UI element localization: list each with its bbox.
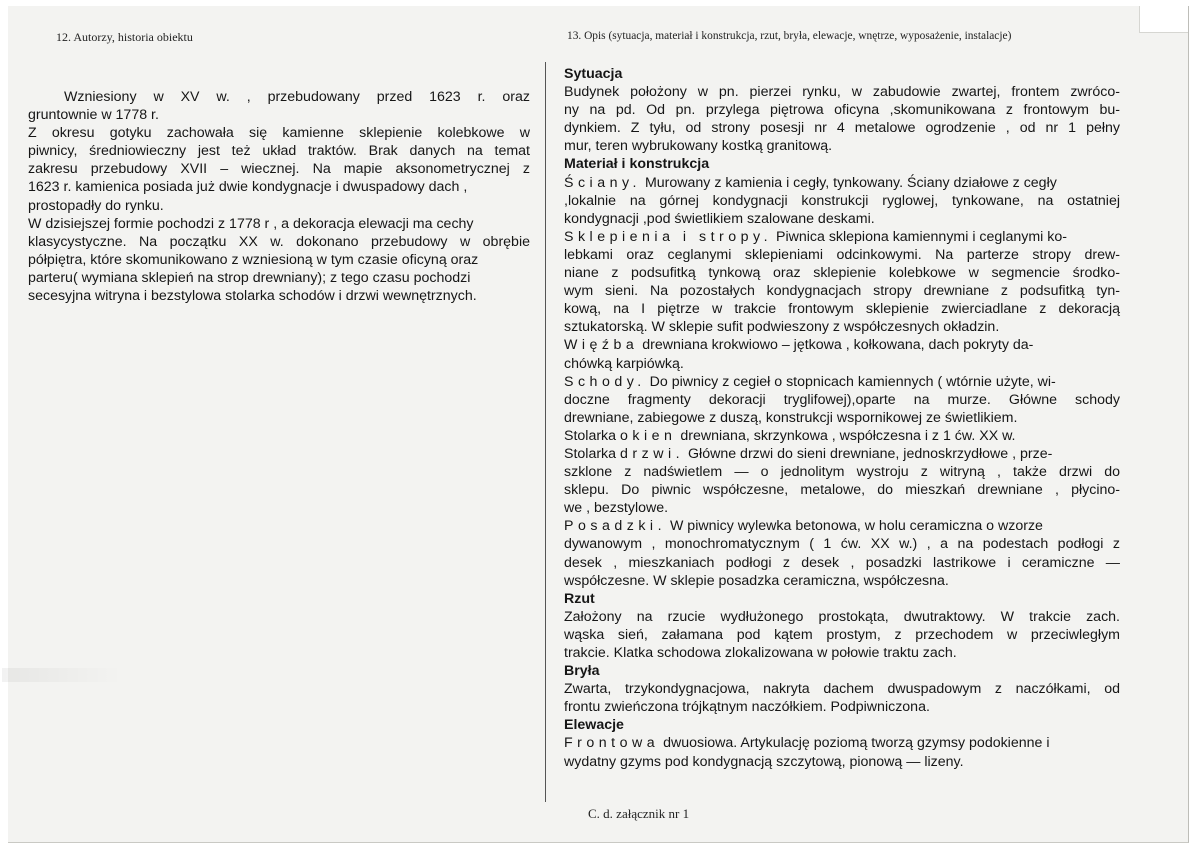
history-line: klasycystyczne. Na początku XX w. dokonano przebudowy w obrębie [28, 233, 530, 250]
history-column [28, 88, 530, 305]
schody-line: drewniane, zabiegowe z duszą, konstrukcji wspornikowej ze świetlikiem. [564, 409, 1018, 426]
elewacje-line: wydatny gzyms pod kondygnacją szczytową, pionową — lizeny. [564, 753, 964, 770]
schody-text: Do piwnicy z cegieł o stopnicach kamiennych ( wtórnie użyte, wi- [649, 373, 1056, 390]
drzwi-line: sklepu. Do piwnic współczesne, metalowe, do mieszkań drewniane , płycino- [564, 482, 1120, 499]
schody-line [564, 373, 1120, 391]
drzwi-text: Główne drzwi do sieni drewniane, jednoskrzydłowe , prze- [688, 445, 1053, 462]
wiezba-line [564, 336, 1120, 354]
wiezba-text: drewniana krokwiowo – jętkowa , kołkowana, dach pokryty da- [642, 337, 1034, 354]
sklepienia-line: sztukatorską. W sklepie sufit podwieszony z współczesnych okładzin. [564, 319, 1000, 336]
okien-prefix: Stolarka [564, 427, 617, 444]
sklepienia-line: kową, na I piętrze w trakcie frontowym sklepienie zwierciadlane z dekoracją [564, 301, 1120, 318]
description-column [564, 65, 1120, 771]
header-right: 13. Opis (sytuacja, materiał i konstrukcja, rzut, bryła, elewacje, wnętrze, wyposażenie, instalacje) [567, 30, 1012, 42]
footer-note: C. d. załącznik nr 1 [588, 806, 690, 821]
posadzki-line: współczesne. W sklepie posadzka ceramiczna, współczesna. [564, 572, 949, 589]
sciany-line [564, 174, 1120, 192]
history-line: Z okresu gotyku zachowała się kamienne sklepienie kolebkowe w [28, 125, 530, 142]
sytuacja-line: ny na pd. Od pn. przylega piętrowa oficyna ,skomunikowana z frontowym bu- [564, 102, 1120, 119]
section-heading-bryla: Bryła [564, 663, 600, 680]
sciany-line: kondygnacji ,pod świetlikiem szalowane deskami. [564, 210, 875, 227]
drzwi-line: we , bezstylowe. [564, 500, 669, 517]
sklepienia-line: niane z podsufitką tynkową oraz sklepienie kolebkowe w segmencie środko- [564, 265, 1120, 282]
page-corner [1139, 6, 1188, 33]
section-heading-elewacje: Elewacje [564, 717, 624, 734]
sklepienia-line [564, 228, 1120, 246]
sciany-text: Murowany z kamienia i cegły, tynkowany. Ściany działowe z cegły [644, 174, 1057, 191]
sytuacja-line: mur, teren wybrukowany kostką granitową. [564, 138, 833, 155]
posadzki-label: Posadzki. [564, 518, 667, 535]
sytuacja-line: dynkiem. Z tyłu, od strony posesji nr 4 metalowe ogrodzenie , od nr 1 pełny [564, 120, 1120, 137]
sciany-line: ,lokalnie na górnej kondygnacji konstrukcji ryglowej, tynkowane, na ostatniej [564, 192, 1120, 209]
okien-text: drewniana, skrzynkowa , współczesna i z 1 ćw. XX w. [680, 427, 1016, 444]
schody-line: doczne fragmenty dekoracji tryglifowej),oparte na murze. Główne schody [564, 391, 1120, 408]
rzut-line: wąska sień, załamana pod kątem prostym, z przechodem w przeciwległym [564, 626, 1120, 643]
history-line: piwnicy, średniowieczny jest też układ traktów. Brak danych na temat [28, 143, 530, 160]
sklepienia-line: wym sieni. Na pozostałych kondygnacjach stropy drewniane z podsufitką tyn- [564, 283, 1120, 300]
sklepienia-text: Piwnica sklepiona kamiennymi i ceglanymi ko- [775, 228, 1067, 245]
drzwi-label: drzwi. [620, 445, 685, 462]
history-line: gruntownie w 1778 r. [28, 107, 159, 124]
bryla-line: Zwarta, trzykondygnacjowa, nakryta dachem dwuspadowym z naczółkami, od [564, 681, 1120, 698]
history-line: półpiętra, które skomunikowano z wzniesioną w tym czasie oficyną oraz [28, 251, 479, 268]
sytuacja-line: Budynek położony w pn. pierzei rynku, w zabudowie zwartej, frontem zwróco- [564, 84, 1120, 101]
okien-label: okien [620, 427, 677, 444]
sciany-label: Ściany. [564, 174, 641, 191]
history-line: W dzisiejszej formie pochodzi z 1778 r , a dekoracja elewacji ma cechy [28, 215, 474, 232]
elewacje-line [564, 734, 1120, 752]
scan-smudge [2, 668, 122, 682]
frontowa-label: Frontowa [564, 735, 660, 752]
sklepienia-label: Sklepienia i stropy. [564, 228, 773, 245]
okien-line [564, 427, 1120, 445]
section-heading-material: Materiał i konstrukcja [564, 156, 710, 173]
schody-label: Schody. [564, 373, 646, 390]
column-divider [545, 62, 546, 802]
wiezba-label: Więźba [564, 337, 639, 354]
bryla-line: frontu zwieńczona trójkątnym naczółkiem. Podpiwniczona. [564, 699, 930, 716]
history-line: zakresu przebudowy XVII – wiecznej. Na mapie aksonometrycznej z [28, 161, 530, 178]
drzwi-line [564, 445, 1120, 463]
history-line: prostopadły do rynku. [28, 197, 164, 214]
section-heading-sytuacja: Sytuacja [564, 66, 623, 82]
elewacje-text: dwuosiowa. Artykulację poziomą tworzą gzymsy podokienne i [663, 735, 1050, 752]
drzwi-prefix: Stolarka [564, 445, 617, 462]
posadzki-text: W piwnicy wylewka betonowa, w holu ceramiczna o wzorze [669, 518, 1043, 535]
history-line: Wzniesiony w XV w. , przebudowany przed 1623 r. oraz [64, 89, 530, 105]
history-line: 1623 r. kamienica posiada już dwie kondygnacje i dwuspadowy dach , [28, 179, 468, 196]
wiezba-line: chówką karpiówką. [564, 355, 684, 372]
section-heading-rzut: Rzut [564, 590, 595, 607]
history-line: parteru( wymiana sklepień na strop drewniany); z tego czasu pochodzi [28, 269, 471, 286]
posadzki-line [564, 517, 1120, 535]
header-left: 12. Autorzy, historia obiektu [56, 30, 193, 44]
posadzki-line: dywanowym , monochromatycznym ( 1 ćw. XX w.) , a na podestach podłogi z [564, 536, 1120, 553]
rzut-line: Założony na rzucie wydłużonego prostokąta, dwutraktowy. W trakcie zach. [564, 608, 1120, 625]
sklepienia-line: lebkami oraz ceglanymi sklepieniami odcinkowymi. Na parterze stropy drew- [564, 246, 1120, 263]
rzut-line: trakcie. Klatka schodowa zlokalizowana w połowie traktu zach. [564, 645, 957, 661]
posadzki-line: desek , mieszkaniach podłogi z desek , posadzki lastrikowe i ceramiczne — [564, 554, 1120, 571]
history-line: secesyjna witryna i bezstylowa stolarka schodów i drzwi wewnętrznych. [28, 288, 477, 305]
drzwi-line: szklone z nadświetlem — o jednolitym wystroju z witryną , także drzwi do [564, 464, 1120, 481]
